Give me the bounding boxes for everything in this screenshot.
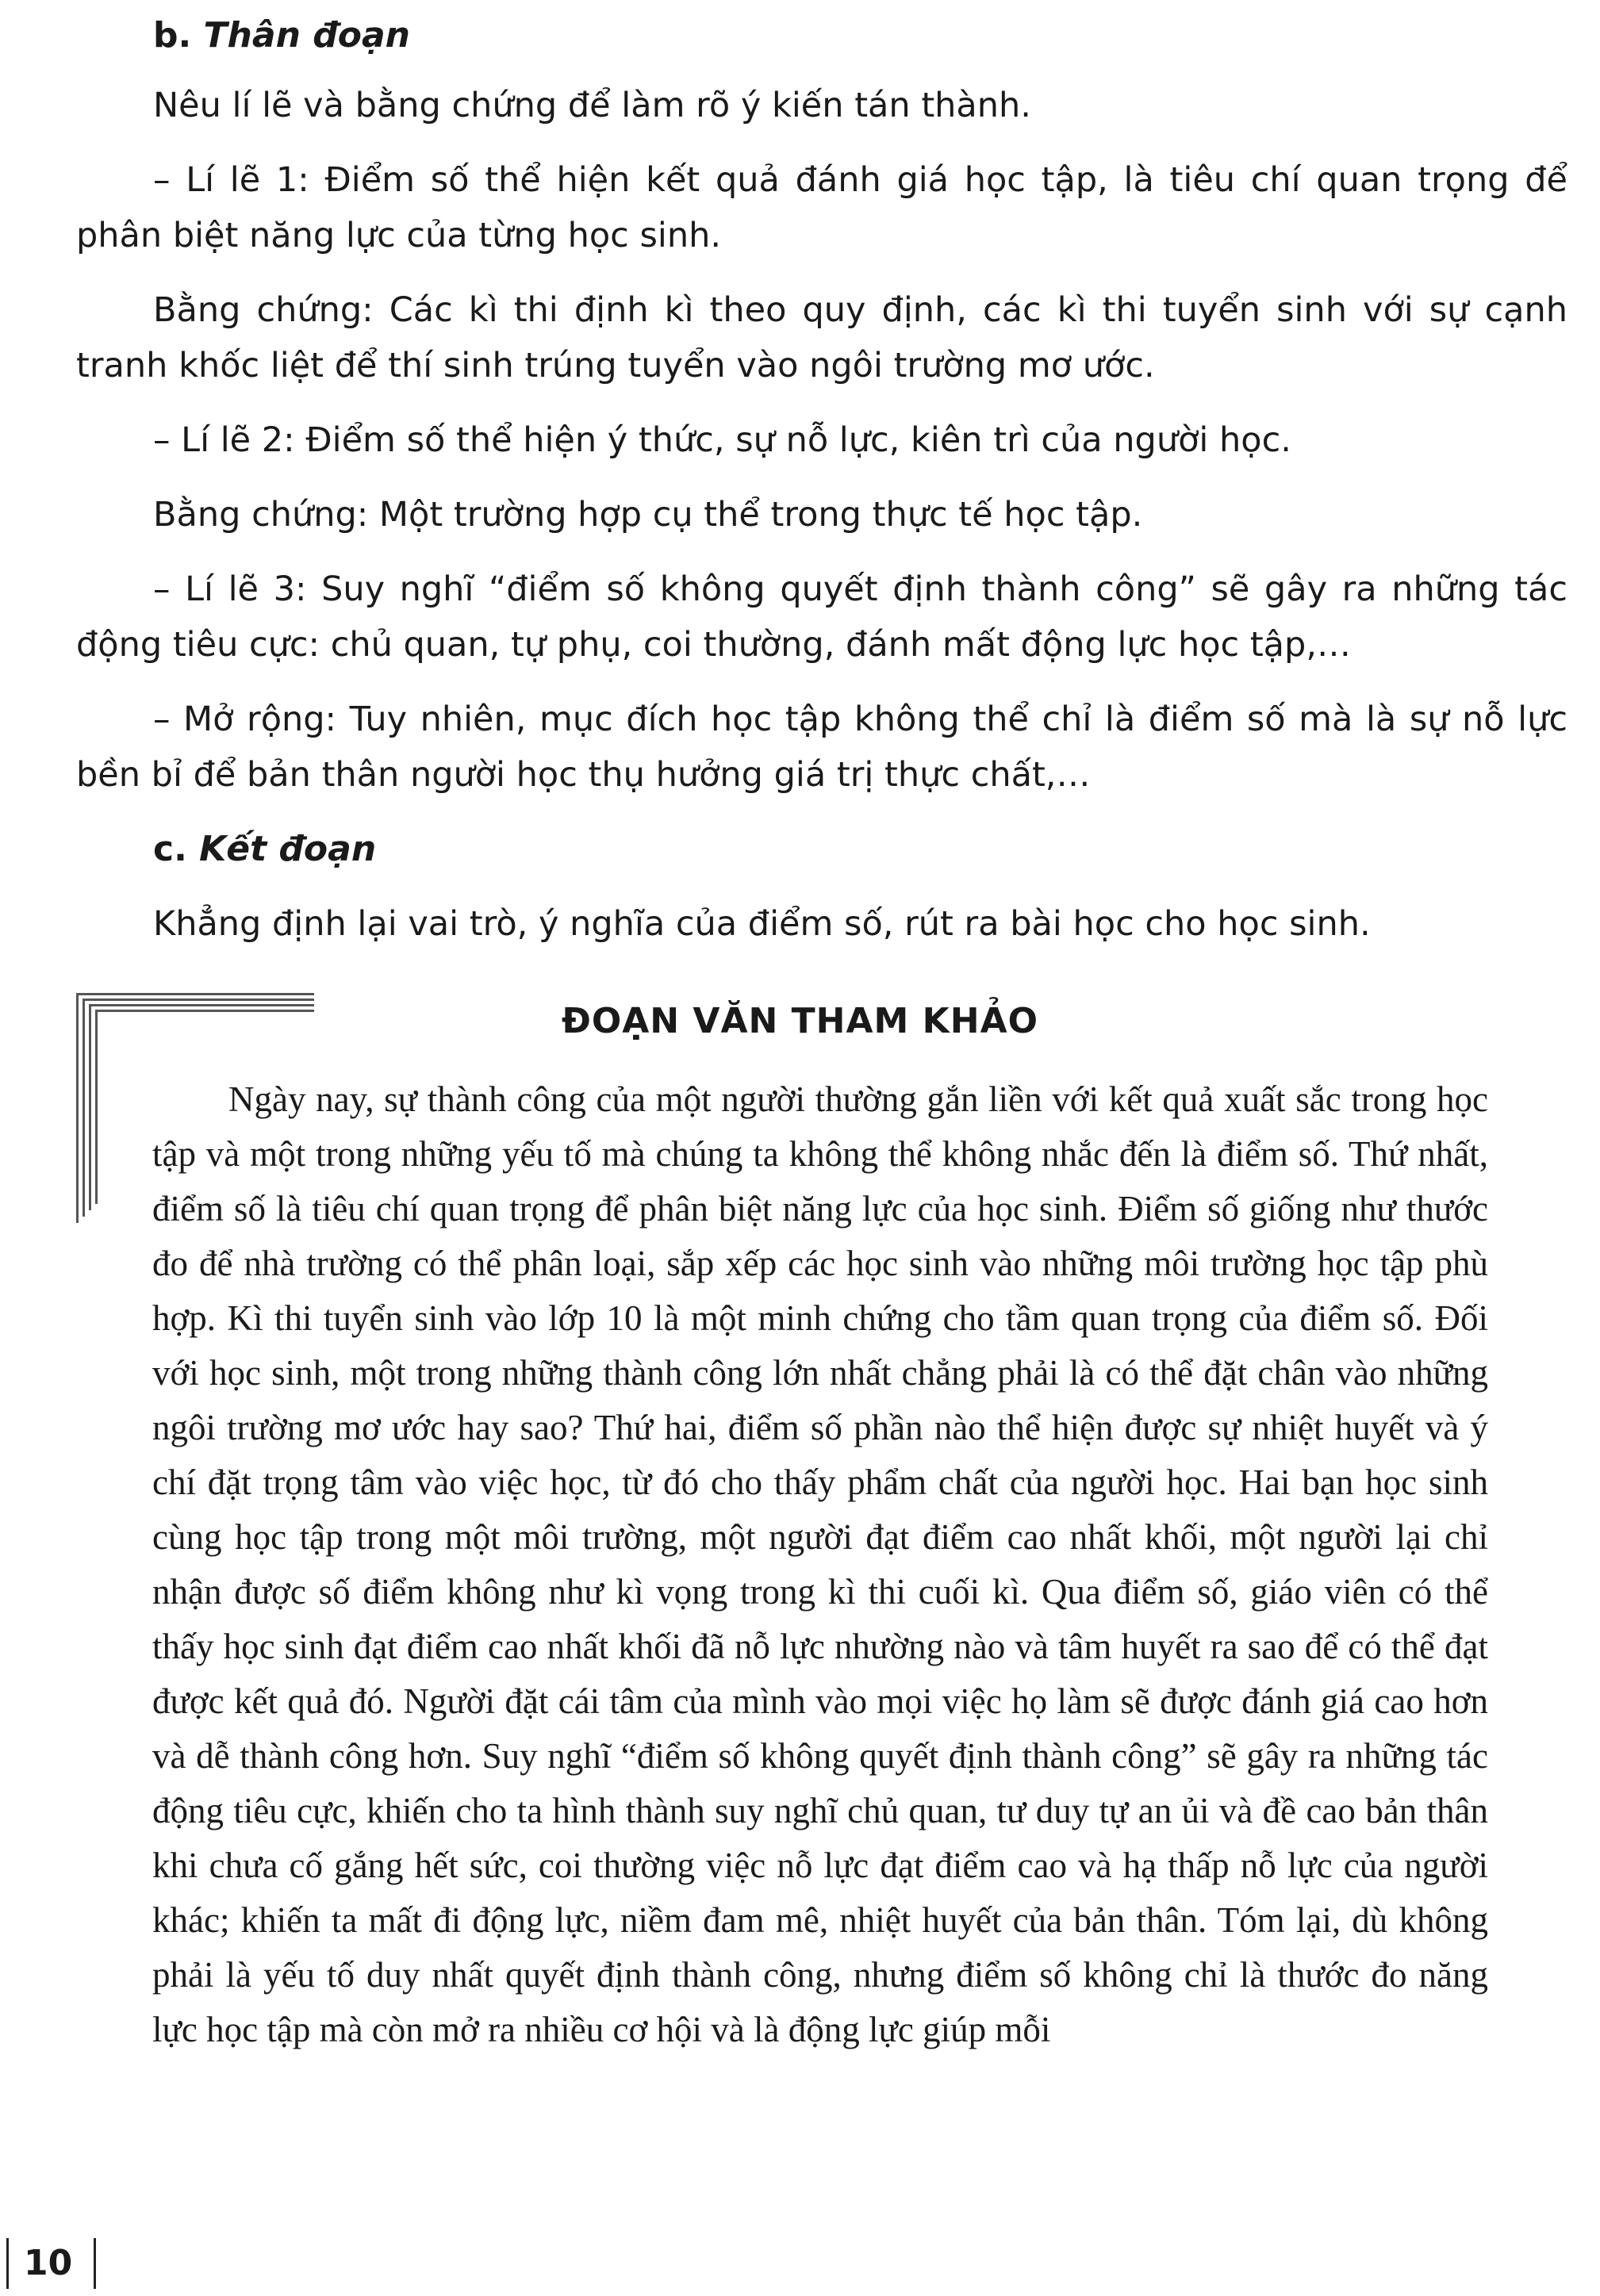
body-heading-title: Thân đoạn — [203, 15, 410, 56]
conclusion-heading-label: c. — [153, 829, 187, 869]
page-number-right-rule — [94, 2238, 96, 2289]
conclusion-heading-title: Kết đoạn — [199, 829, 377, 869]
extension-text: – Mở rộng: Tuy nhiên, mục đích học tập không thể chỉ là điểm số mà là sự nỗ lực bền bỉ để bản thân người học thụ hưởng giá trị thực chất,… — [76, 700, 1567, 795]
conclusion-heading — [76, 822, 1567, 877]
page-number-box — [0, 2238, 111, 2289]
conclusion-text: Khẳng định lại vai trò, ý nghĩa của điểm số, rút ra bài học cho học sinh. — [153, 904, 1371, 944]
reason-2: – Lí lẽ 2: Điểm số thể hiện ý thức, sự nỗ lực, kiên trì của người học. — [153, 420, 1291, 460]
evidence-1: Bằng chứng: Các kì thi định kì theo quy định, các kì thi tuyển sinh với sự cạnh tranh khốc liệt để thí sinh trúng tuyển vào ngôi trường mơ ước. — [76, 290, 1567, 385]
evidence-2: Bằng chứng: Một trường hợp cụ thể trong thực tế học tập. — [153, 495, 1143, 535]
reason-1: – Lí lẽ 1: Điểm số thể hiện kết quả đánh giá học tập, là tiêu chí quan trọng để phân biệt năng lực của từng học sinh. — [76, 160, 1567, 255]
body-heading-label: b. — [153, 15, 192, 56]
reference-text: Ngày nay, sự thành công của một người thường gắn liền với kết quả xuất sắc trong học tập và một trong những yếu tố mà chúng ta không thể không nhắc đến là điểm số. Thứ nhất, điểm số là tiêu chí quan trọng để phân biệt năng lực của học sinh. Điểm số giống như thước đo để nhà trường có thể phân loại, sắp xếp các học sinh vào những môi trường học tập phù hợp. Kì thi tuyển sinh vào lớp 10 là một minh chứng cho tầm quan trọng của điểm số. Đối với học sinh, một trong những thành công lớn nhất chẳng phải là có thể đặt chân vào những ngôi trường mơ ước hay sao? Thứ hai, điểm số phần nào thể hiện được sự nhiệt huyết và ý chí đặt trọng tâm vào việc học, từ đó cho thấy phẩm chất của người học. Hai bạn học sinh cùng học tập trong một môi trường, một người đạt điểm cao nhất khối, một người lại chỉ nhận được số điểm không như kì vọng trong kì thi cuối kì. Qua điểm số, giáo viên có thể thấy học sinh đạt điểm cao nhất khối đã nỗ lực nhường nào và tâm huyết ra sao để có thể đạt được kết quả đó. Người đặt cái tâm của mình vào mọi việc họ làm sẽ được đánh giá cao hơn và dễ thành công hơn. Suy nghĩ “điểm số không quyết định thành công” sẽ gây ra những tác động tiêu cực, khiến cho ta hình thành suy nghĩ chủ quan, tư duy tự an ủi và đề cao bản thân khi chưa cố gắng hết sức, coi thường việc nỗ lực đạt điểm cao và hạ thấp nỗ lực của người khác; khiến ta mất đi động lực, niềm đam mê, nhiệt huyết của bản thân. Tóm lại, dù không phải là yếu tố duy nhất quyết định thành công, nhưng điểm số không chỉ là thước đo năng lực học tập mà còn mở ra nhiều cơ hội và là động lực giúp mỗi — [152, 1079, 1488, 2049]
page-number-left-rule — [6, 2238, 9, 2289]
reference-body — [152, 1072, 1488, 2057]
intro-text: Nêu lí lẽ và bằng chứng để làm rõ ý kiến tán thành. — [153, 86, 1031, 125]
outline-section — [76, 0, 1567, 952]
body-heading — [76, 8, 1567, 63]
reference-title: ĐOẠN VĂN THAM KHẢO — [561, 1001, 1039, 1041]
reason-3: – Lí lẽ 3: Suy nghĩ “điểm số không quyết định thành công” sẽ gây ra những tác động tiêu cực: chủ quan, tự phụ, coi thường, đánh mất động lực học tập,… — [76, 569, 1567, 665]
page-number: 10 — [24, 2243, 73, 2283]
